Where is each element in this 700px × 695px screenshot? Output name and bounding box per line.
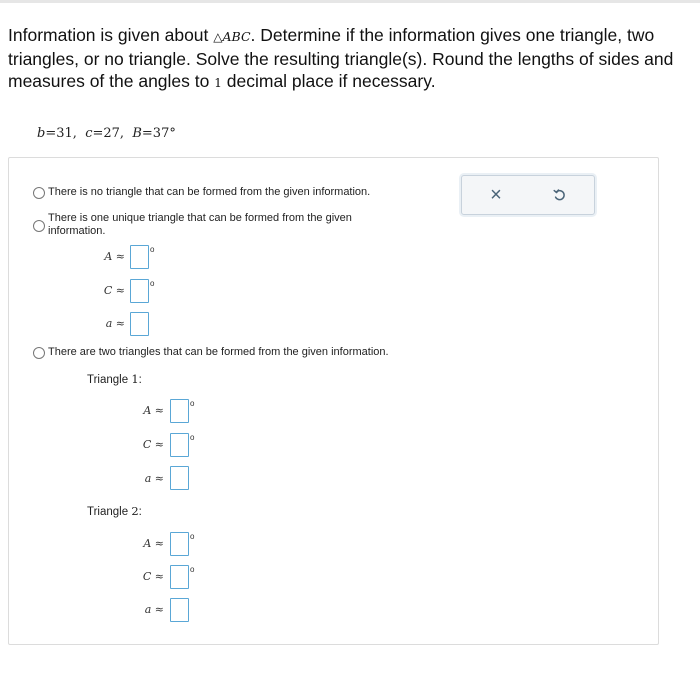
- clear-button[interactable]: [485, 184, 507, 206]
- t2-C-degree: o: [190, 565, 195, 574]
- decimal-places: 1: [214, 76, 222, 90]
- t2-C-input[interactable]: [170, 565, 189, 589]
- given-B-value: 37: [152, 126, 170, 141]
- t1-A-label: A ≈: [143, 404, 164, 417]
- triangle-name: ABC: [222, 29, 251, 44]
- close-icon: ×: [490, 183, 502, 206]
- t2-a-input[interactable]: [170, 598, 189, 622]
- given-b-label: b: [37, 126, 46, 141]
- radio-no-triangle[interactable]: [33, 187, 45, 199]
- t1-A-input[interactable]: [170, 399, 189, 423]
- question-text: [8, 24, 688, 94]
- t1-a-input[interactable]: [170, 466, 189, 490]
- triangle-2-title: Triangle 2:: [87, 504, 142, 518]
- given-values: b=31, c=27, B=37°: [37, 126, 176, 141]
- t2-A-input[interactable]: [170, 532, 189, 556]
- one-a-input[interactable]: [130, 312, 149, 336]
- question-part2: . Determine if the information gives one triangle, two triangles, or no triangle. Solve the resulting triangle(s). Round the lengths of sides and measures of the angles to: [8, 25, 674, 91]
- t1-A-degree: o: [190, 399, 195, 408]
- t1-C-input[interactable]: [170, 433, 189, 457]
- undo-icon: [553, 188, 567, 202]
- one-A-label: A ≈: [104, 250, 125, 263]
- one-C-degree: o: [150, 279, 155, 288]
- undo-button[interactable]: [549, 184, 571, 206]
- question-part3: decimal place if necessary.: [226, 71, 436, 91]
- top-divider: [0, 0, 700, 3]
- t2-A-label: A ≈: [143, 537, 164, 550]
- t2-A-degree: o: [190, 532, 195, 541]
- given-degree: °: [169, 126, 176, 141]
- t2-C-label: C ≈: [142, 570, 164, 583]
- t1-C-label: C ≈: [142, 438, 164, 451]
- option-two-triangles-text: There are two triangles that can be formed from the given information.: [48, 346, 389, 358]
- given-c-label: c: [85, 126, 93, 141]
- radio-one-triangle[interactable]: [33, 220, 45, 232]
- answer-toolbar: [461, 175, 595, 215]
- given-b-value: 31: [56, 126, 73, 141]
- option-one-triangle-text: There is one unique triangle that can be formed from the given information.: [48, 212, 352, 237]
- given-c-value: 27: [103, 126, 120, 141]
- question-part1: Information is given about: [8, 25, 209, 45]
- t1-C-degree: o: [190, 433, 195, 442]
- one-C-label: C ≈: [103, 284, 125, 297]
- t2-a-label: a ≈: [144, 603, 164, 616]
- one-A-degree: o: [150, 245, 155, 254]
- radio-two-triangles[interactable]: [33, 347, 45, 359]
- one-a-label: a ≈: [105, 317, 125, 330]
- t1-a-label: a ≈: [144, 472, 164, 485]
- triangle-1-title: Triangle 1:: [87, 372, 142, 386]
- one-A-input[interactable]: [130, 245, 149, 269]
- one-C-input[interactable]: [130, 279, 149, 303]
- triangle-symbol: △: [213, 30, 223, 44]
- given-B-label: B: [132, 126, 142, 141]
- option-no-triangle-text: There is no triangle that can be formed from the given information.: [48, 186, 371, 198]
